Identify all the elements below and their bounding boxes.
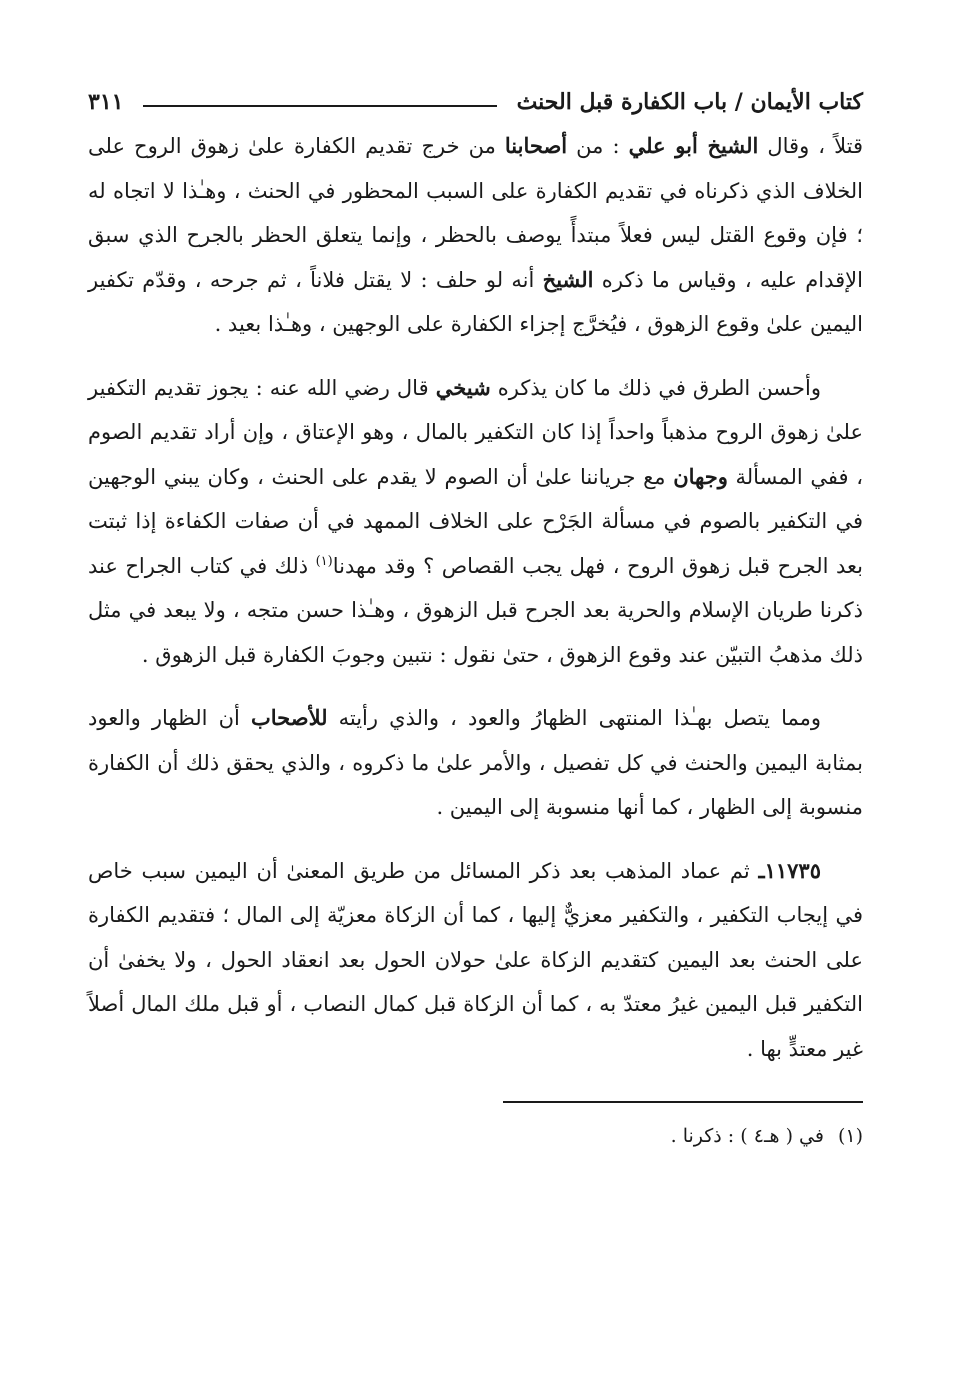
footnote-reference[interactable]: (١) (315, 553, 333, 569)
emphasized-name: الشيخ أبو علي (628, 133, 759, 158)
text-run: من خرج تقديم الكفارة علىٰ زهوق الروح على الخلاف الذي ذكرناه في تقديم الكفارة على السبب المحظور في الحنث ، وهـٰذا لا اتجاه له ؛ فإن وقوع القتل ليس فعلاً مبتدأً يوصف بالحظر ، وإنما يتعلق الحظر بالجرح الذي سبق الإقدام عليه ، وقياس ما ذكره (88, 134, 863, 292)
emphasized-name: وجهان (673, 463, 728, 489)
footnote (88, 1121, 863, 1151)
emphasized-name: للأصحاب (251, 705, 328, 730)
book-page (88, 80, 863, 1151)
footnote-separator (503, 1101, 863, 1103)
issue-number: ١١٧٣٥ـ (758, 857, 821, 883)
paragraph-4 (88, 849, 863, 1072)
emphasized-name: شيخي (435, 374, 491, 400)
footnote-text: في ( هـ٤ ) : ذكرنا . (670, 1125, 824, 1147)
text-run: ومما يتصل بهـٰذا المنتهى الظهارُ والعود ، والذي رأيته (327, 706, 821, 730)
paragraph-3 (88, 696, 863, 830)
header-rule (143, 105, 496, 107)
text-run: قال رضي الله عنه : يجوز تقديم التكفير علىٰ زهوق الروح مذهباً واحداً إذا كان التكفير بالمال ، وهو الإعتاق ، وإن أراد تقديم الصوم ، ففي المسألة (88, 375, 863, 489)
text-run: : من (567, 134, 629, 158)
text-run: مع جرياننا علىٰ أن الصوم لا يقدم على الحنث ، وكان يبني الوجهين في التكفير بالصوم في مسألة الجَرْح على الخلاف الممهد في أن صفات الكفاءة إذا ثبتت بعد الجرح قبل زهوق الروح ، فهل يجب القصاص ؟ وقد مهدنا (88, 464, 863, 578)
paragraph-1 (88, 124, 863, 347)
text-run: أن الظهار والعود بمثابة اليمين والحنث في كل تفصيل ، والأمر علىٰ ما ذكروه ، والذي يحقق ذلك أن الكفارة منسوبة إلى الظهار ، كما أنها منسوبة إلى اليمين . (88, 706, 863, 819)
emphasized-name: الشيخ (542, 266, 594, 292)
text-run: أنه لو حلف : لا يقتل فلاناً ، ثم جرحه ، وقدّم تكفير اليمين علىٰ وقوع الزهوق ، فيُخرَّج إجزاء الكفارة على الوجهين ، وهـٰذا بعيد . (88, 267, 863, 336)
page-number: ٣١١ (88, 89, 124, 115)
text-run: ذلك في كتاب الجراح عند ذكرنا طريان الإسلام والحرية بعد الجرح قبل الزهوق ، وهـٰذا حسن متجه ، ولا يبعد في مثل ذلك مذهبُ التبيّن عند وقوع الزهوق ، حتىٰ نقول : نتبين وجوبَ الكفارة قبل الزهوق . (88, 553, 863, 667)
book-title: كتاب الأيمان / باب الكفارة قبل الحنث (516, 89, 863, 115)
running-header (88, 80, 863, 124)
text-run: وأحسن الطرق في ذلك ما كان يذكره (490, 375, 822, 400)
footnotes (88, 1121, 863, 1151)
text-run: قتلاً ، وقال (758, 134, 863, 158)
emphasized-name: أصحابنا (504, 133, 568, 158)
body-text (88, 124, 863, 1071)
paragraph-2 (88, 366, 863, 678)
text-run: ثم عماد المذهب بعد ذكر المسائل من طريق المعنىٰ أن اليمين سبب خاص في إيجاب التكفير ، والتكفير معزيٌّ إليها ، كما أن الزكاة معزيّة إلى المال ؛ فتقديم الكفارة على الحنث بعد اليمين كتقديم الزكاة علىٰ حولان الحول بعد انعقاد الحول ، ولا يخفىٰ أن التكفير قبل اليمين غيرُ معتدّ به ، كما أن الزكاة قبل كمال النصاب ، أو قبل ملك المال أصلاً غير معتدٍّ بها . (88, 858, 863, 1061)
footnote-marker: (١) (837, 1125, 863, 1147)
